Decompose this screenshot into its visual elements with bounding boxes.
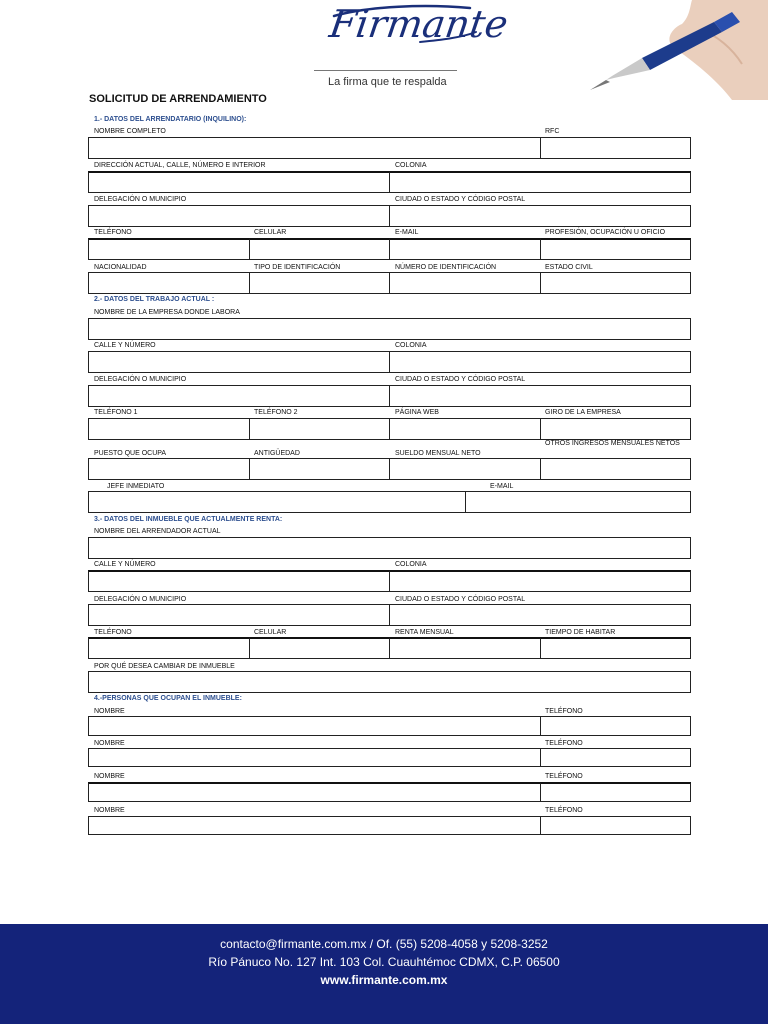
field-celular-inmueble[interactable]	[249, 637, 390, 659]
label-giro: GIRO DE LA EMPRESA	[545, 409, 621, 416]
field-telefono-persona-2[interactable]	[540, 748, 691, 767]
logo-divider	[314, 70, 457, 71]
field-telefono-1[interactable]	[88, 418, 250, 440]
field-calle-numero-trabajo[interactable]	[88, 351, 390, 373]
field-calle-numero-inmueble[interactable]	[88, 570, 390, 592]
label-nombre-3: NOMBRE	[94, 773, 125, 780]
label-nombre-completo: NOMBRE COMPLETO	[94, 128, 166, 135]
label-delegacion-trabajo: DELEGACIÓN O MUNICIPIO	[94, 376, 187, 383]
footer-bar	[0, 924, 768, 1024]
label-calle-numero-trabajo: CALLE Y NÚMERO	[94, 342, 156, 349]
label-nombre-4: NOMBRE	[94, 807, 125, 814]
label-antiguedad: ANTIGÜEDAD	[254, 450, 300, 457]
label-telefono-persona-1: TELÉFONO	[545, 708, 583, 715]
field-ciudad[interactable]	[389, 205, 691, 227]
tagline: La firma que te respalda	[328, 76, 447, 88]
label-tipo-id: TIPO DE IDENTIFICACIÓN	[254, 264, 341, 271]
field-pagina-web[interactable]	[389, 418, 541, 440]
label-delegacion: DELEGACIÓN O MUNICIPIO	[94, 196, 187, 203]
hand-with-pen-icon	[582, 0, 768, 100]
field-ciudad-inmueble[interactable]	[389, 604, 691, 626]
field-puesto[interactable]	[88, 458, 250, 480]
field-empresa[interactable]	[88, 318, 691, 340]
field-nombre-3[interactable]	[88, 782, 541, 802]
label-delegacion-inmueble: DELEGACIÓN O MUNICIPIO	[94, 596, 187, 603]
section-3-title: 3.- DATOS DEL INMUEBLE QUE ACTUALMENTE RENTA:	[94, 516, 283, 523]
label-nombre-2: NOMBRE	[94, 740, 125, 747]
label-sueldo: SUELDO MENSUAL NETO	[395, 450, 481, 457]
label-ciudad-inmueble: CIUDAD O ESTADO Y CÓDIGO POSTAL	[395, 596, 526, 603]
label-arrendador: NOMBRE DEL ARRENDADOR ACTUAL	[94, 528, 221, 535]
label-puesto: PUESTO QUE OCUPA	[94, 450, 167, 457]
field-telefono[interactable]	[88, 238, 250, 260]
section-1-title: 1.- DATOS DEL ARRENDATARIO (INQUILINO):	[94, 116, 247, 123]
field-telefono-persona-4[interactable]	[540, 816, 691, 835]
label-telefono: TELÉFONO	[94, 229, 132, 236]
form-title: SOLICITUD DE ARRENDAMIENTO	[89, 93, 267, 105]
label-tiempo-habitar: TIEMPO DE HABITAR	[545, 629, 616, 636]
field-numero-id[interactable]	[389, 272, 541, 294]
field-tipo-id[interactable]	[249, 272, 390, 294]
label-celular-inmueble: CELULAR	[254, 629, 287, 636]
label-ciudad-trabajo: CIUDAD O ESTADO Y CÓDIGO POSTAL	[395, 376, 526, 383]
label-pagina-web: PÁGINA WEB	[395, 409, 439, 416]
label-email-jefe: E-MAIL	[490, 483, 514, 490]
field-rfc[interactable]	[540, 137, 691, 159]
field-nombre-4[interactable]	[88, 816, 541, 835]
label-ciudad: CIUDAD O ESTADO Y CÓDIGO POSTAL	[395, 196, 526, 203]
label-calle-numero-inmueble: CALLE Y NÚMERO	[94, 561, 156, 568]
field-giro[interactable]	[540, 418, 691, 440]
field-telefono-persona-3[interactable]	[540, 782, 691, 802]
label-colonia-inmueble: COLONIA	[395, 561, 427, 568]
field-arrendador[interactable]	[88, 537, 691, 559]
section-2-title: 2.- DATOS DEL TRABAJO ACTUAL :	[94, 296, 215, 303]
field-telefono-inmueble[interactable]	[88, 637, 250, 659]
field-estado-civil[interactable]	[540, 272, 691, 294]
label-telefono-persona-4: TELÉFONO	[545, 807, 583, 814]
field-delegacion-inmueble[interactable]	[88, 604, 390, 626]
field-renta-mensual[interactable]	[389, 637, 541, 659]
footer-website[interactable]: www.firmante.com.mx	[320, 973, 448, 987]
field-nacionalidad[interactable]	[88, 272, 250, 294]
field-jefe[interactable]	[88, 491, 466, 513]
label-telefono-persona-2: TELÉFONO	[545, 740, 583, 747]
label-numero-id: NÚMERO DE IDENTIFICACIÓN	[395, 264, 497, 271]
label-jefe: JEFE INMEDIATO	[107, 483, 165, 490]
field-email[interactable]	[389, 238, 541, 260]
field-nombre-completo[interactable]	[88, 137, 541, 159]
field-sueldo[interactable]	[389, 458, 541, 480]
logo-text: Firmante	[326, 2, 511, 46]
section-4-title: 4.-PERSONAS QUE OCUPAN EL INMUEBLE:	[94, 695, 242, 702]
label-otros-ingresos: OTROS INGRESOS MENSUALES NETOS	[545, 440, 680, 447]
footer-address: Río Pánuco No. 127 Int. 103 Col. Cuauhtémoc CDMX, C.P. 06500	[208, 955, 560, 969]
field-direccion[interactable]	[88, 171, 390, 193]
field-tiempo-habitar[interactable]	[540, 637, 691, 659]
field-telefono-persona-1[interactable]	[540, 716, 691, 736]
field-otros-ingresos[interactable]	[540, 458, 691, 480]
firmante-logo	[326, 2, 511, 58]
field-delegacion[interactable]	[88, 205, 390, 227]
label-renta-mensual: RENTA MENSUAL	[395, 629, 454, 636]
footer-contact: contacto@firmante.com.mx / Of. (55) 5208-4058 y 5208-3252	[220, 937, 548, 951]
field-por-que[interactable]	[88, 671, 691, 693]
label-celular: CELULAR	[254, 229, 287, 236]
label-telefono-inmueble: TELÉFONO	[94, 629, 132, 636]
label-por-que: POR QUÉ DESEA CAMBIAR DE INMUEBLE	[94, 663, 235, 670]
label-telefono-2: TELÉFONO 2	[254, 409, 298, 416]
field-delegacion-trabajo[interactable]	[88, 385, 390, 407]
field-telefono-2[interactable]	[249, 418, 390, 440]
label-estado-civil: ESTADO CIVIL	[545, 264, 593, 271]
label-telefono-1: TELÉFONO 1	[94, 409, 138, 416]
field-colonia[interactable]	[389, 171, 691, 193]
label-profesion: PROFESIÓN, OCUPACIÓN U OFICIO	[545, 229, 666, 236]
field-antiguedad[interactable]	[249, 458, 390, 480]
label-empresa: NOMBRE DE LA EMPRESA DONDE LABORA	[94, 309, 240, 316]
field-colonia-inmueble[interactable]	[389, 570, 691, 592]
label-colonia: COLONIA	[395, 162, 427, 169]
label-telefono-persona-3: TELÉFONO	[545, 773, 583, 780]
label-email: E-MAIL	[395, 229, 419, 236]
field-colonia-trabajo[interactable]	[389, 351, 691, 373]
field-email-jefe[interactable]	[465, 491, 691, 513]
label-colonia-trabajo: COLONIA	[395, 342, 427, 349]
field-nombre-2[interactable]	[88, 748, 541, 767]
field-nombre-1[interactable]	[88, 716, 541, 736]
label-rfc: RFC	[545, 128, 560, 135]
field-profesion[interactable]	[540, 238, 691, 260]
field-celular[interactable]	[249, 238, 390, 260]
label-nombre-1: NOMBRE	[94, 708, 125, 715]
label-nacionalidad: NACIONALIDAD	[94, 264, 147, 271]
label-direccion: DIRECCIÓN ACTUAL, CALLE, NÚMERO E INTERIOR	[94, 162, 266, 169]
field-ciudad-trabajo[interactable]	[389, 385, 691, 407]
